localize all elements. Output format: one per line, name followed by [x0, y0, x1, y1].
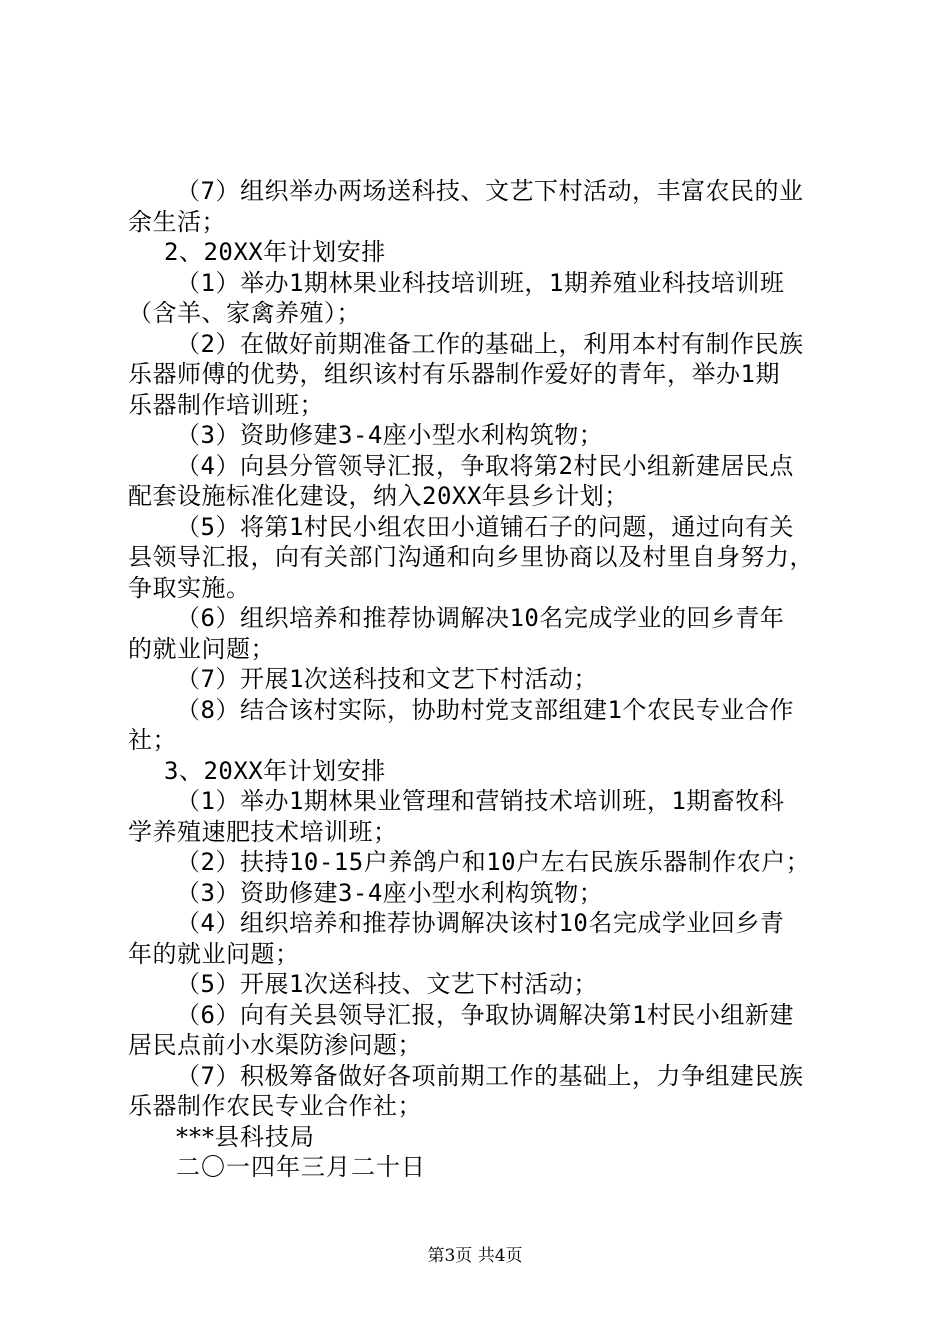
text-line: 2、20XX年计划安排 [164, 238, 386, 266]
text-line: 学养殖速肥技术培训班； [128, 817, 398, 846]
text-line: （4）组织培养和推荐协调解决该村10名完成学业回乡青 [176, 909, 785, 937]
text-line: 争取实施。 [128, 573, 251, 602]
text-line: （3）资助修建3-4座小型水利构筑物； [176, 421, 604, 449]
document-body [128, 176, 834, 1183]
text-line: 余生活； [128, 207, 226, 236]
text-line: （7）组织举办两场送科技、文艺下村活动，丰富农民的业 [176, 177, 804, 205]
text-line: 县领导汇报，向有关部门沟通和向乡里协商以及村里自身努力， [128, 543, 814, 571]
text-line: （1）举办1期林果业科技培训班，1期养殖业科技培训班 [176, 268, 785, 297]
text-line: （5）将第1村民小组农田小道铺石子的问题，通过向有关 [176, 512, 794, 541]
text-line: （4）向县分管领导汇报，争取将第2村民小组新建居民点 [176, 451, 794, 480]
text-line: （1）举办1期林果业管理和营销技术培训班，1期畜牧科 [176, 787, 785, 815]
text-line: （6）组织培养和推荐协调解决10名完成学业的回乡青年 [176, 604, 785, 632]
text-line: （7）积极筹备做好各项前期工作的基础上，力争组建民族 [176, 1061, 804, 1090]
text-line: （含羊、家禽养殖）； [128, 299, 361, 327]
text-line: （2）扶持10-15户养鸽户和10户左右民族乐器制作农户； [176, 848, 811, 876]
text-line: 年的就业问题； [128, 939, 300, 968]
signature-org: ***县科技局 [176, 1122, 315, 1151]
text-line: （5）开展1次送科技、文艺下村活动； [176, 970, 598, 998]
text-line: 配套设施标准化建设，纳入20XX年县乡计划； [128, 482, 629, 510]
text-line: 乐器制作农民专业合作社； [128, 1092, 422, 1120]
text-line: （2）在做好前期准备工作的基础上，利用本村有制作民族 [176, 329, 804, 358]
text-line: （6）向有关县领导汇报，争取协调解决第1村民小组新建 [176, 1000, 794, 1029]
text-line: 乐器师傅的优势，组织该村有乐器制作爱好的青年，举办1期 [128, 360, 780, 388]
text-line: 居民点前小水渠防渗问题； [128, 1031, 422, 1059]
text-line: 3、20XX年计划安排 [164, 756, 386, 785]
text-line: （7）开展1次送科技和文艺下村活动； [176, 665, 598, 693]
text-line: 社； [128, 726, 177, 754]
signature-date: 二〇一四年三月二十日 [176, 1153, 426, 1181]
text-line: 的就业问题； [128, 634, 275, 663]
text-line: 乐器制作培训班； [128, 390, 324, 419]
text-line: （3）资助修建3-4座小型水利构筑物； [176, 878, 604, 907]
page-footer: 第3页 共4页 [427, 1246, 523, 1266]
text-line: （8）结合该村实际，协助村党支部组建1个农民专业合作 [176, 695, 794, 724]
